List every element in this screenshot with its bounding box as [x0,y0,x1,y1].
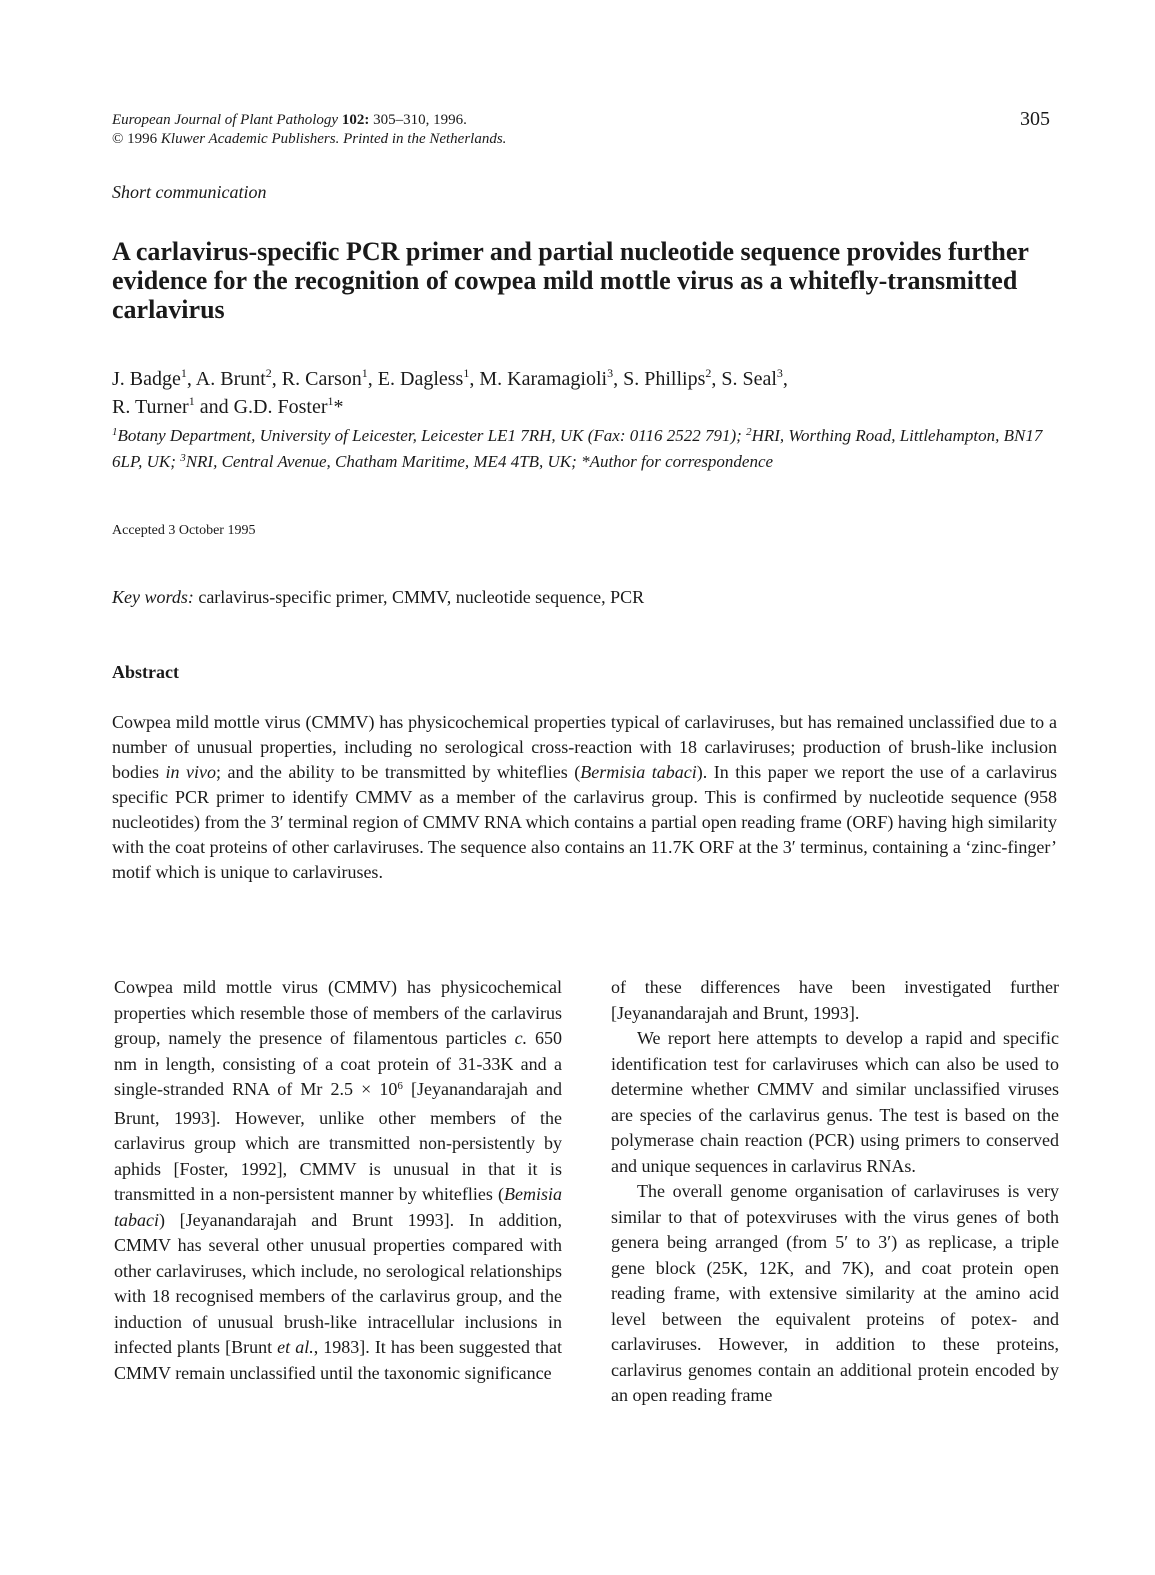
affiliation-1: Botany Department, University of Leicester, Leicester LE1 7RH, UK (Fax: 0116 2522 791); [117,426,742,445]
body-text: Cowpea mild mottle virus (CMMV) has physicochemical properties which resemble those of members of the carlavirus group, namely the presence of filamentous particles [114,977,562,1048]
author-sup: 2 [265,366,272,380]
author: R. Carson [281,368,362,390]
journal-citation [112,111,506,149]
author-sup: 1 [327,394,334,408]
author-sep: * [333,396,344,418]
author-sep: , [711,368,722,390]
copyright: © 1996 [112,131,158,147]
abstract-part: ; and the ability to be transmitted by whiteflies ( [215,762,581,782]
journal-name: European Journal of Plant Pathology [112,112,339,128]
body-text: ) [Jeyanandarajah and Brunt 1993]. In addition, CMMV has several other unusual properties compared with other carlaviruses, which include, no serological relationships with 18 recognised members of the carlavirus group, and the induction of unusual brush-like intracellular inclusions in infected plants [Brunt [114,1209,562,1357]
author-sep: , [271,368,282,390]
affiliations [112,424,1047,476]
body-paragraph: of these differences have been investigated further [Jeyanandarajah and Brunt, 1993]. [611,977,1059,1023]
author-sup: 1 [180,366,187,380]
author: J. Badge [112,368,181,390]
body-italic: et al. [277,1337,314,1357]
paper-title: A carlavirus-specific PCR primer and partial nucleotide sequence provides further evidence for the recognition of cowpea mild mottle virus as a whitefly-transmitted carlavirus [112,237,1029,324]
author-sup: 1 [361,366,368,380]
body-paragraph: The overall genome organisation of carlaviruses is very similar to that of potexviruses with the virus genes of both genera being arranged (from 5′ to 3′) as replicase, a triple gene block (25K, 12K, and 7K), and coat protein open reading frame, with extensive similarity at the amino acid level between the equivalent proteins of potex- and carlaviruses. However, in addition to these proteins, carlavirus genomes contain an additional protein encoded by an open reading frame [611,1181,1059,1405]
abstract-in-vivo: in vivo [165,762,216,782]
publisher: Kluwer Academic Publishers. Printed in the Netherlands. [160,131,507,147]
keywords [112,587,644,608]
abstract-part: ). In this paper we report the use of a carlavirus specific PCR primer to identify CMMV as a member of the carlavirus group. This is confirmed by nucleotide sequence (958 nucleotides) from the 3′ terminal region of CMMV RNA which contains a partial open reading frame (ORF) having high similarity with the coat proteins of other carlaviruses. The sequence also contains an 11.7K ORF at the 3′ terminus, containing a ‘zinc-finger’ motif which is unique to carlaviruses. [112,762,1058,882]
body-italic: c. [514,1028,528,1048]
author-sup: 1 [188,394,195,408]
affil-sup: 1 [112,426,118,438]
journal-volume: 102: [341,112,370,128]
journal-line-1 [112,111,506,130]
body-paragraph: We report here attempts to develop a rapid and specific identification test for carlaviruses which can also be used to determine whether CMMV and similar unclassified viruses are species of the carlavirus genus. The test is based on the polymerase chain reaction (PCR) using primers to conserved and unique sequences in carlavirus RNAs. [611,1028,1059,1176]
affiliation-2: HRI, Worthing Road, Littlehampton, BN17 6LP, UK; [112,426,1043,471]
affil-sup: 3 [180,452,186,464]
affiliation-3: NRI, Central Avenue, Chatham Maritime, ME4 4TB, UK; [185,452,577,471]
body-text: 650 nm in length, consisting of a coat protein of 31-33K and a single-stranded RNA of Mr 2.5 × 10 [114,1028,562,1099]
body-paragraph [114,975,562,1386]
body-species: Bemisia tabaci [114,1184,562,1230]
author-sep: , [186,368,196,390]
author-sup: 1 [463,366,470,380]
section-label: Short communication [112,182,267,202]
author-list [112,366,1062,422]
author-sep: , [782,368,788,390]
author: A. Brunt [195,368,266,390]
author: G.D. Foster [233,396,328,418]
body-text: , 1983]. It has been suggested that CMMV remain unclassified until the taxonomic significance [114,1337,562,1383]
body-column-right [611,975,1059,1409]
author-sep: , [469,368,480,390]
abstract-heading: Abstract [112,662,179,682]
abstract-text [112,710,1057,885]
author: M. Karamagioli [479,368,608,390]
body-exponent: 6 [397,1080,403,1092]
correspondence-note: *Author for correspondence [581,452,774,471]
author: S. Phillips [623,368,706,390]
abstract-species: Bermisia tabaci [580,762,697,782]
journal-pages: 305–310, 1996. [373,112,467,128]
author: S. Seal [721,368,777,390]
keywords-label: Key words: [112,587,194,607]
author-sup: 3 [607,366,614,380]
author: E. Dagless [377,368,464,390]
affil-sup: 2 [746,426,752,438]
page-number: 305 [1020,108,1050,130]
body-text: [Jeyanandarajah and Brunt, 1993]. However, unlike other members of the carlavirus group which are transmitted non-persistently by aphids [Foster, 1992], CMMV is unusual in that it is transmitted in a non-persistent manner by whiteflies ( [114,1079,563,1204]
author-sep: , [613,368,624,390]
journal-line-2 [112,130,506,149]
author-sep: , [367,368,378,390]
accepted-date: Accepted 3 October 1995 [112,523,256,538]
author-sup: 2 [705,366,712,380]
author-sup: 3 [776,366,783,380]
body-column-left [114,975,562,1386]
author: R. Turner [112,396,189,418]
keywords-text: carlavirus-specific primer, CMMV, nucleotide sequence, PCR [198,587,645,607]
author-sep: and [194,396,234,418]
abstract-part: Cowpea mild mottle virus (CMMV) has physicochemical properties typical of carlaviruses, but has remained unclassified due to a number of unusual properties, including no serological cross-reaction with 18 carlaviruses; production of brush-like inclusion bodies [112,712,1057,782]
